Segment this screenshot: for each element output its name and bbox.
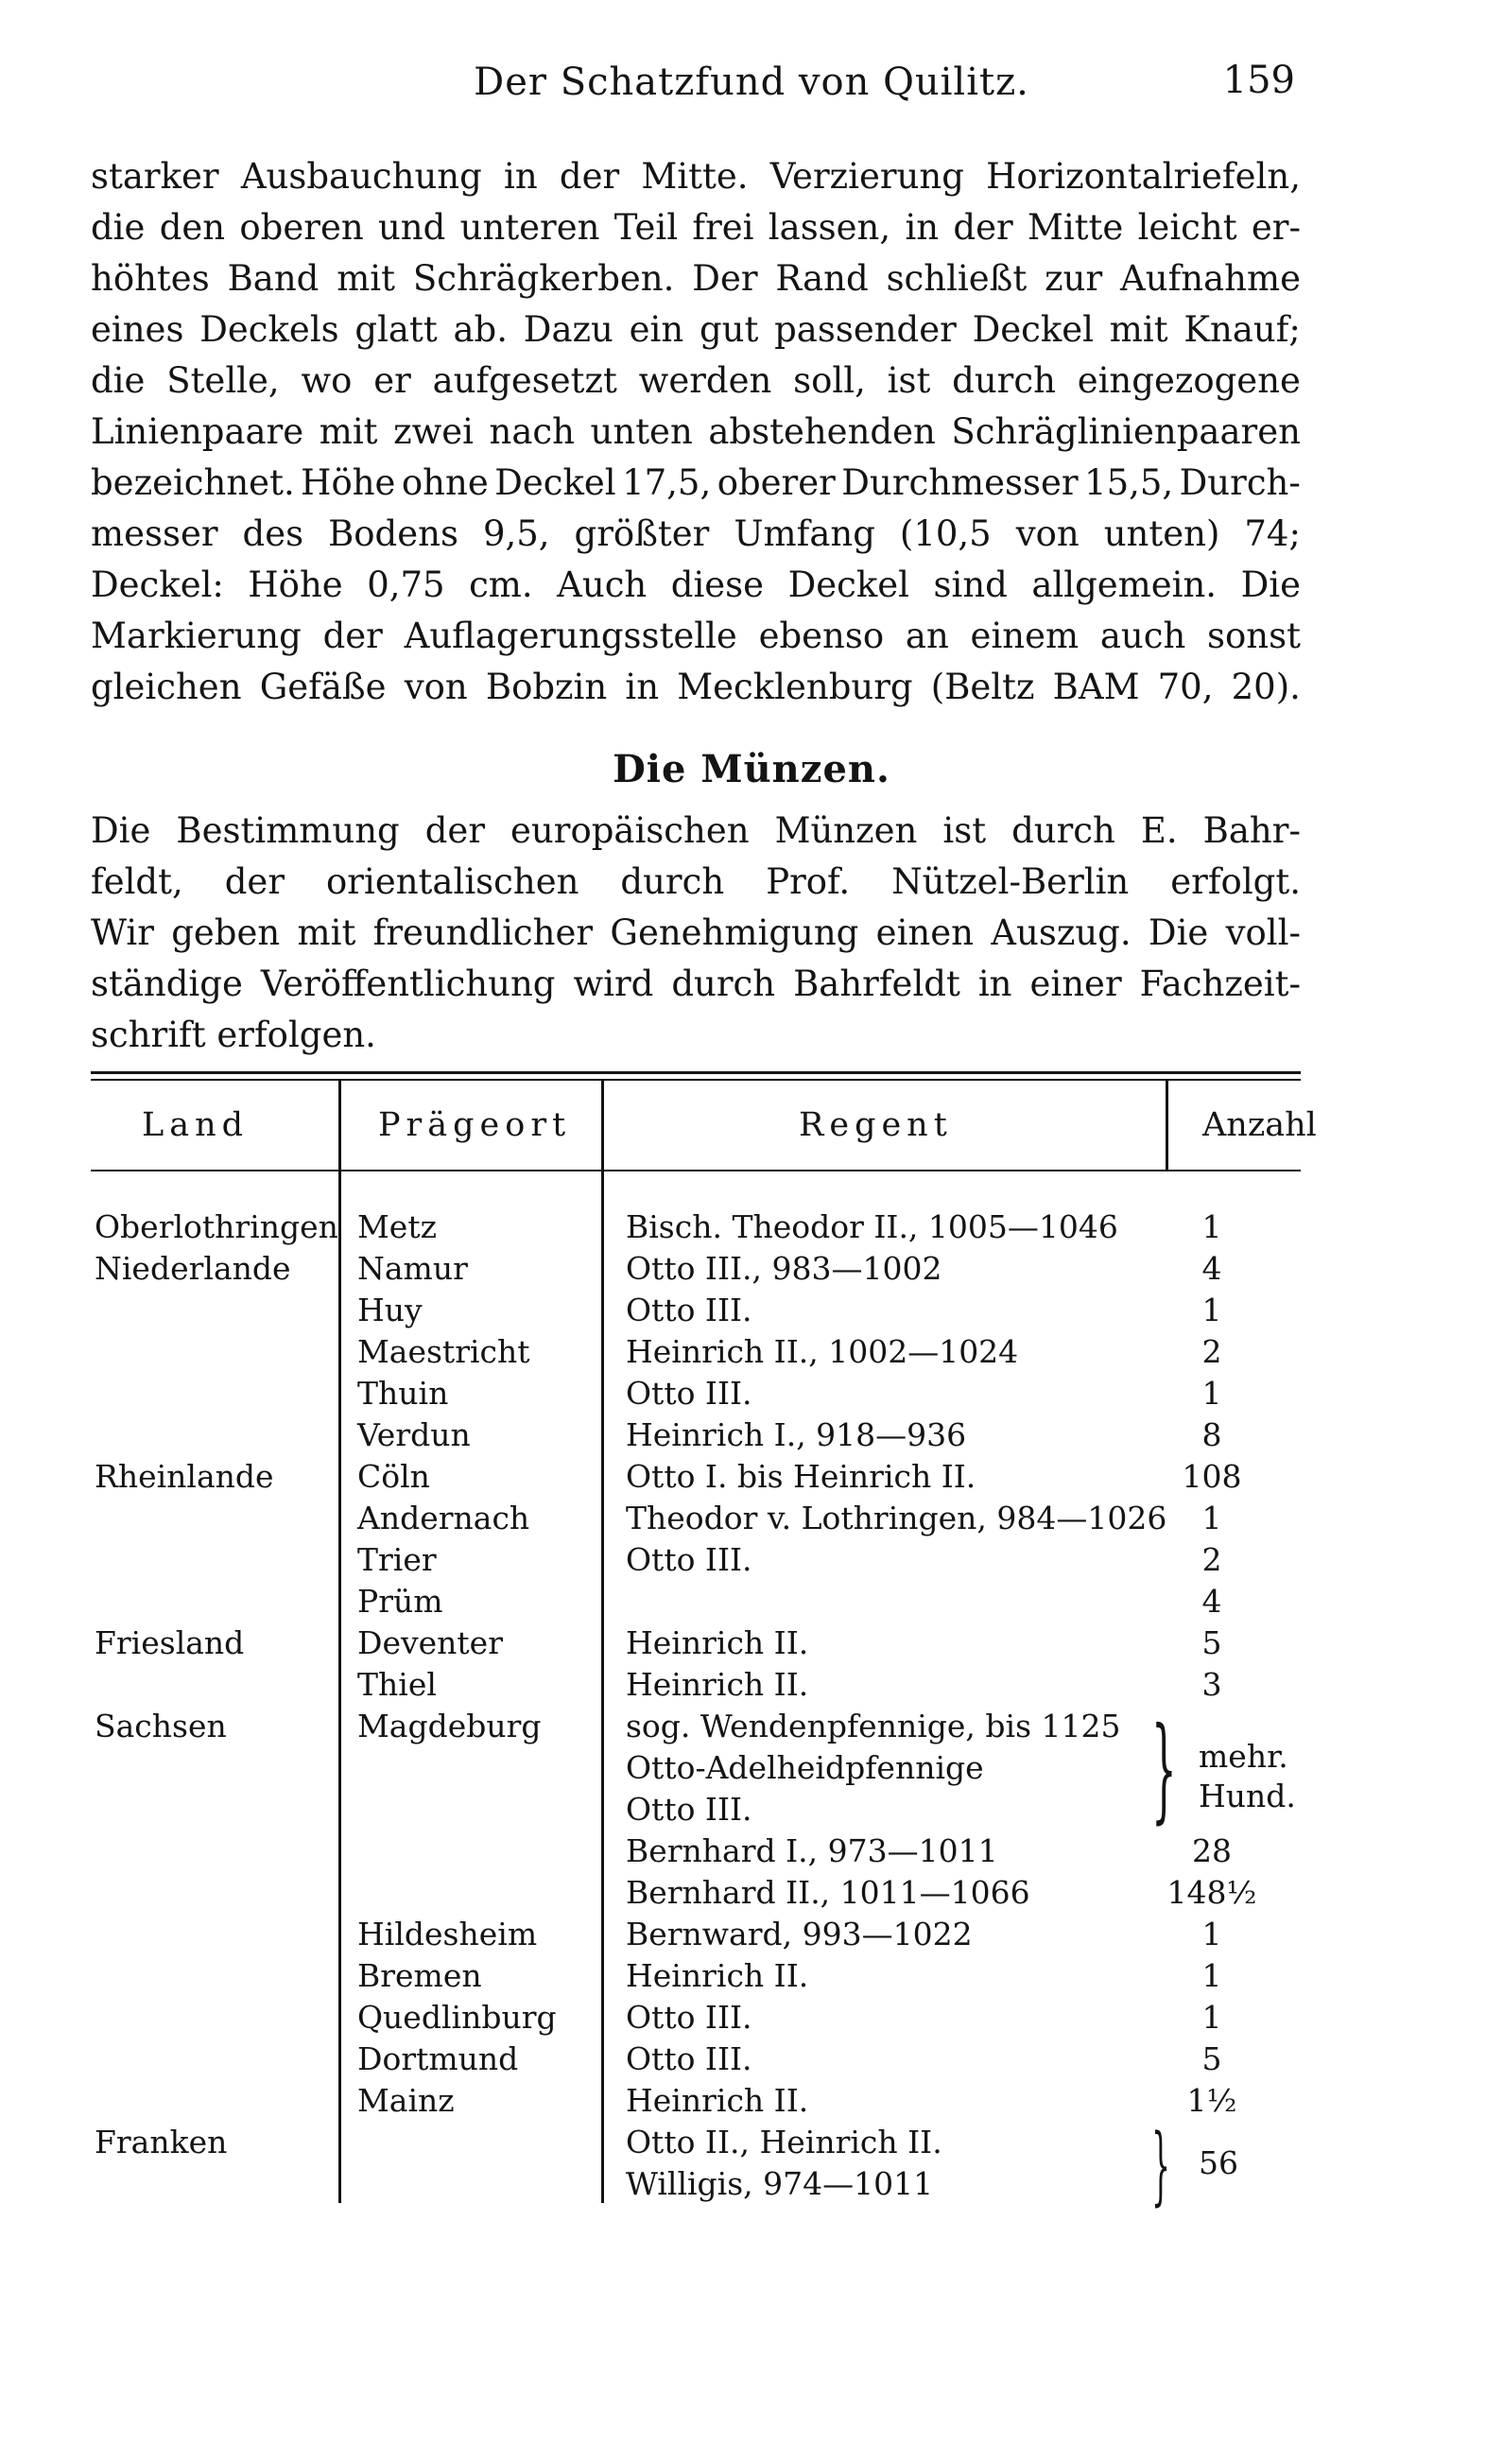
- word: er: [373, 360, 411, 401]
- cell-anzahl: 1: [1201, 1500, 1222, 1536]
- cell-regent: Heinrich II.: [626, 1957, 809, 1994]
- word: durch: [671, 963, 776, 1004]
- word: der: [224, 861, 285, 902]
- word: Verzierung: [769, 156, 964, 197]
- cell-regent: Otto-Adelheidpfennige: [626, 1749, 984, 1786]
- word: Veröffentlichung: [260, 963, 556, 1004]
- text-line: [91, 356, 1301, 407]
- word: unten): [1103, 513, 1220, 554]
- word: ständige: [91, 963, 243, 1004]
- cell-ort: Trier: [357, 1541, 437, 1578]
- cell-ort: Verdun: [357, 1416, 471, 1453]
- word: (10,5: [899, 513, 992, 554]
- cell-regent: Bisch. Theodor II., 1005—1046: [626, 1208, 1118, 1245]
- word: Wir: [91, 912, 154, 953]
- cell-ort: Huy: [357, 1292, 423, 1328]
- cell-anzahl: 2: [1201, 1541, 1222, 1578]
- cell-ort: Prüm: [357, 1583, 443, 1620]
- word: Aufnahme: [1120, 258, 1301, 299]
- text-line: [91, 253, 1301, 304]
- cell-anzahl: 5: [1201, 2040, 1222, 2077]
- cell-ort: Namur: [357, 1250, 468, 1287]
- word: wird: [573, 963, 654, 1004]
- word: Umfang: [734, 513, 875, 554]
- cell-anzahl: 8: [1201, 1416, 1222, 1453]
- word: cm.: [469, 564, 533, 605]
- word: größter: [574, 513, 710, 554]
- word: lassen,: [768, 207, 891, 248]
- word: des: [242, 513, 304, 554]
- cell-ort: Maestricht: [357, 1333, 530, 1370]
- word: Rand: [775, 258, 869, 299]
- cell-land: Oberlothringen: [95, 1208, 338, 1245]
- word: 0,75: [367, 564, 445, 605]
- word: mit: [1109, 309, 1168, 350]
- word: Teil: [613, 207, 679, 248]
- cell-regent: Bernhard II., 1011—1066: [626, 1874, 1030, 1911]
- word: ebenso: [758, 616, 885, 656]
- cell-regent: Otto III.: [626, 1292, 752, 1328]
- word: werden: [638, 360, 772, 401]
- table-top-rule-thin: [91, 1079, 1301, 1081]
- cell-anzahl: 5: [1201, 1624, 1222, 1661]
- cell-regent: Heinrich I., 918—936: [626, 1416, 967, 1453]
- word: E.: [1140, 810, 1178, 851]
- word: Band: [227, 258, 320, 299]
- column-divider: [601, 1081, 604, 2203]
- column-divider: [338, 1081, 341, 2203]
- word: Deckel: [972, 309, 1095, 350]
- word: Deckel: [494, 462, 616, 503]
- word: messer: [91, 513, 218, 554]
- cell-ort: Thiel: [357, 1666, 437, 1703]
- column-header-land: Land: [142, 1106, 250, 1144]
- cell-regent: Otto III.: [626, 1541, 752, 1578]
- group-count-sachsen-line1: mehr.: [1199, 1738, 1288, 1775]
- word: bezeichnet.: [91, 462, 295, 503]
- word: auch: [1099, 616, 1186, 656]
- cell-regent: Heinrich II.: [626, 1624, 809, 1661]
- word: ohne: [401, 462, 489, 503]
- word: Auszug.: [991, 912, 1132, 953]
- group-count-sachsen-line2: Hund.: [1199, 1778, 1296, 1814]
- word: schrift erfolgen.: [91, 1015, 376, 1055]
- word: der: [424, 810, 486, 851]
- cell-regent: Otto III.: [626, 1999, 752, 2036]
- word: 20).: [1231, 667, 1301, 707]
- word: Die: [91, 810, 151, 851]
- word: Bodens: [328, 513, 458, 554]
- word: Durchmesser: [841, 462, 1079, 503]
- word: durch: [620, 861, 725, 902]
- word: gleichen: [91, 667, 242, 707]
- word: die: [91, 360, 146, 401]
- word: der: [953, 207, 1013, 248]
- word: sonst: [1207, 616, 1301, 656]
- word: starker: [91, 156, 219, 197]
- cell-anzahl: 1: [1201, 1292, 1222, 1328]
- word: Durch-: [1179, 462, 1301, 503]
- cell-anzahl: 28: [1192, 1832, 1232, 1869]
- text-line: [91, 407, 1301, 458]
- cell-regent: Bernhard I., 973—1011: [626, 1832, 998, 1869]
- cell-anzahl: 2: [1201, 1333, 1222, 1370]
- cell-ort: Deventer: [357, 1624, 503, 1661]
- word: schließt: [886, 258, 1028, 299]
- text-line: [91, 857, 1301, 908]
- word: Münzen: [774, 810, 918, 851]
- table-top-rule: [91, 1071, 1301, 1074]
- word: von: [1015, 513, 1080, 554]
- word: Die: [1240, 564, 1301, 605]
- cell-regent: sog. Wendenpfennige, bis 1125: [626, 1708, 1121, 1744]
- word: Mecklenburg: [677, 667, 913, 707]
- word: unteren: [459, 207, 600, 248]
- word: 17,5,: [622, 462, 712, 503]
- word: Nützel-Berlin: [891, 861, 1130, 902]
- cell-regent: Heinrich II.: [626, 1666, 809, 1703]
- word: soll,: [793, 360, 866, 401]
- word: in: [504, 156, 538, 197]
- cell-regent: Otto III.: [626, 1791, 752, 1828]
- word: in: [977, 963, 1012, 1004]
- cell-ort: Hildesheim: [357, 1916, 538, 1952]
- word: in: [905, 207, 940, 248]
- word: Schrägkerben.: [412, 258, 675, 299]
- word: Bahrfeldt: [793, 963, 960, 1004]
- cell-ort: Metz: [357, 1208, 437, 1245]
- paragraph-vessel-description: [91, 151, 1301, 713]
- cell-anzahl: 1: [1201, 1375, 1222, 1412]
- cell-anzahl: 1: [1201, 1999, 1222, 2036]
- word: Deckel: [787, 564, 910, 605]
- word: orientalischen: [326, 861, 579, 902]
- cell-anzahl: 1: [1201, 1957, 1222, 1994]
- cell-regent: Willigis, 974—1011: [626, 2165, 934, 2202]
- word: Deckels: [199, 309, 339, 350]
- word: frei: [692, 207, 754, 248]
- word: Höhe: [301, 462, 396, 503]
- word: mit: [337, 258, 396, 299]
- word: Deckel:: [91, 564, 224, 605]
- cell-anzahl: 148½: [1166, 1874, 1257, 1911]
- word: mit: [297, 912, 356, 953]
- section-heading-muenzen: Die Münzen.: [613, 747, 890, 791]
- cell-anzahl: 4: [1201, 1250, 1222, 1287]
- column-header-praegeort: Prägeort: [378, 1106, 572, 1144]
- word: Genehmigung: [610, 912, 859, 953]
- paragraph-coin-determination: [91, 806, 1301, 1061]
- word: Höhe: [248, 564, 343, 605]
- word: Bobzin: [485, 667, 608, 707]
- cell-anzahl: 1: [1201, 1916, 1222, 1952]
- cell-regent: Heinrich II., 1002—1024: [626, 1333, 1019, 1370]
- text-line: [91, 662, 1301, 713]
- text-line: [91, 560, 1301, 611]
- cell-anzahl: 1: [1201, 1208, 1222, 1245]
- word: ist: [887, 360, 931, 401]
- word: 15,5,: [1084, 462, 1174, 503]
- word: der: [559, 156, 620, 197]
- word: er-: [1251, 207, 1301, 248]
- word: Markierung: [91, 616, 302, 656]
- cell-regent: Bernward, 993—1022: [626, 1916, 973, 1952]
- word: Dazu: [523, 309, 613, 350]
- cell-land: Franken: [95, 2124, 228, 2160]
- word: eingezogene: [1077, 360, 1301, 401]
- column-header-anzahl: Anzahl: [1202, 1106, 1317, 1144]
- cell-ort: Quedlinburg: [357, 1999, 557, 2036]
- word: Mitte.: [641, 156, 749, 197]
- column-divider: [1166, 1081, 1168, 1170]
- group-brace-sachsen: }: [1151, 1704, 1177, 1835]
- word: Auflagerungsstelle: [404, 616, 737, 656]
- word: von: [404, 667, 468, 707]
- page-number: 159: [1222, 59, 1295, 102]
- word: ab.: [453, 309, 509, 350]
- word: Die: [1148, 912, 1209, 953]
- word: leicht: [1137, 207, 1237, 248]
- word: passender: [774, 309, 957, 350]
- cell-land: Rheinlande: [95, 1458, 274, 1495]
- cell-land: Friesland: [95, 1624, 245, 1661]
- word: durch: [952, 360, 1056, 401]
- word: der: [322, 616, 383, 656]
- word: unten: [590, 411, 693, 452]
- cell-regent: Otto III.: [626, 2040, 752, 2077]
- word: Schräglinienpaaren: [951, 411, 1301, 452]
- cell-anzahl: 108: [1182, 1458, 1242, 1495]
- cell-ort: Andernach: [357, 1500, 530, 1536]
- word: 74;: [1244, 513, 1301, 554]
- word: Auch: [557, 564, 648, 605]
- word: 9,5,: [482, 513, 550, 554]
- cell-regent: Theodor v. Lothringen, 984—1026: [626, 1500, 1167, 1536]
- word: Bahr-: [1202, 810, 1301, 851]
- word: oberer: [717, 462, 836, 503]
- word: Stelle,: [166, 360, 280, 401]
- cell-regent: Otto II., Heinrich II.: [626, 2124, 942, 2160]
- word: europäischen: [510, 810, 750, 851]
- word: gut: [699, 309, 759, 350]
- word: voll-: [1225, 912, 1301, 953]
- word: Mitte: [1027, 207, 1124, 248]
- word: den: [159, 207, 226, 248]
- cell-regent: Otto III.: [626, 1375, 752, 1412]
- word: Ausbauchung: [240, 156, 482, 197]
- cell-land: Niederlande: [95, 1250, 291, 1287]
- column-header-regent: Regent: [799, 1106, 953, 1144]
- running-title: Der Schatzfund von Quilitz.: [474, 61, 1029, 104]
- table-header-rule: [91, 1170, 1301, 1171]
- text-line: [91, 1010, 1301, 1061]
- word: feldt,: [91, 861, 183, 902]
- cell-ort: Mainz: [357, 2082, 455, 2119]
- text-line: [91, 202, 1301, 253]
- cell-regent: Otto I. bis Heinrich II.: [626, 1458, 976, 1495]
- word: ist: [942, 810, 987, 851]
- word: einem: [970, 616, 1080, 656]
- word: geben: [171, 912, 281, 953]
- word: Fachzeit-: [1139, 963, 1301, 1004]
- word: Knauf;: [1183, 309, 1301, 350]
- word: allgemein.: [1031, 564, 1218, 605]
- word: (Beltz: [930, 667, 1035, 707]
- word: glatt: [354, 309, 438, 350]
- text-line: [91, 611, 1301, 662]
- word: an: [905, 616, 949, 656]
- group-count-franken: 56: [1199, 2144, 1238, 2181]
- word: nach: [489, 411, 575, 452]
- text-line: [91, 959, 1301, 1010]
- word: Gefäße: [259, 667, 387, 707]
- word: eines: [91, 309, 184, 350]
- text-line: [91, 151, 1301, 202]
- word: die: [91, 207, 146, 248]
- group-brace-franken: }: [1151, 2116, 1171, 2215]
- word: diese: [670, 564, 765, 605]
- word: höhtes: [91, 258, 210, 299]
- word: Horizontalriefeln,: [986, 156, 1301, 197]
- word: durch: [1011, 810, 1115, 851]
- cell-ort: Thuin: [357, 1375, 449, 1412]
- cell-ort: Magdeburg: [357, 1708, 542, 1744]
- word: Bestimmung: [176, 810, 400, 851]
- cell-anzahl: 3: [1201, 1666, 1222, 1703]
- word: mit: [319, 411, 378, 452]
- cell-regent: Otto III., 983—1002: [626, 1250, 942, 1287]
- cell-anzahl: 4: [1201, 1583, 1222, 1620]
- cell-anzahl: 1½: [1186, 2082, 1237, 2119]
- word: oberen: [239, 207, 364, 248]
- text-line: [91, 806, 1301, 857]
- cell-land: Sachsen: [95, 1708, 227, 1744]
- word: zwei: [393, 411, 474, 452]
- cell-ort: Dortmund: [357, 2040, 519, 2077]
- text-line: [91, 304, 1301, 356]
- word: Linienpaare: [91, 411, 304, 452]
- word: wo: [301, 360, 353, 401]
- word: und: [377, 207, 446, 248]
- text-line: [91, 908, 1301, 959]
- word: BAM: [1052, 667, 1140, 707]
- word: Der: [692, 258, 758, 299]
- word: einen: [875, 912, 974, 953]
- text-line: [91, 509, 1301, 560]
- word: ein: [629, 309, 684, 350]
- word: erfolgt.: [1170, 861, 1301, 902]
- cell-ort: Bremen: [357, 1957, 482, 1994]
- text-line: [91, 458, 1301, 509]
- word: einer: [1029, 963, 1122, 1004]
- word: sind: [933, 564, 1008, 605]
- word: aufgesetzt: [432, 360, 617, 401]
- word: zur: [1045, 258, 1103, 299]
- word: abstehenden: [708, 411, 936, 452]
- word: in: [625, 667, 660, 707]
- cell-regent: Heinrich II.: [626, 2082, 809, 2119]
- word: freundlicher: [372, 912, 594, 953]
- cell-ort: Cöln: [357, 1458, 430, 1495]
- word: 70,: [1157, 667, 1214, 707]
- word: Prof.: [766, 861, 851, 902]
